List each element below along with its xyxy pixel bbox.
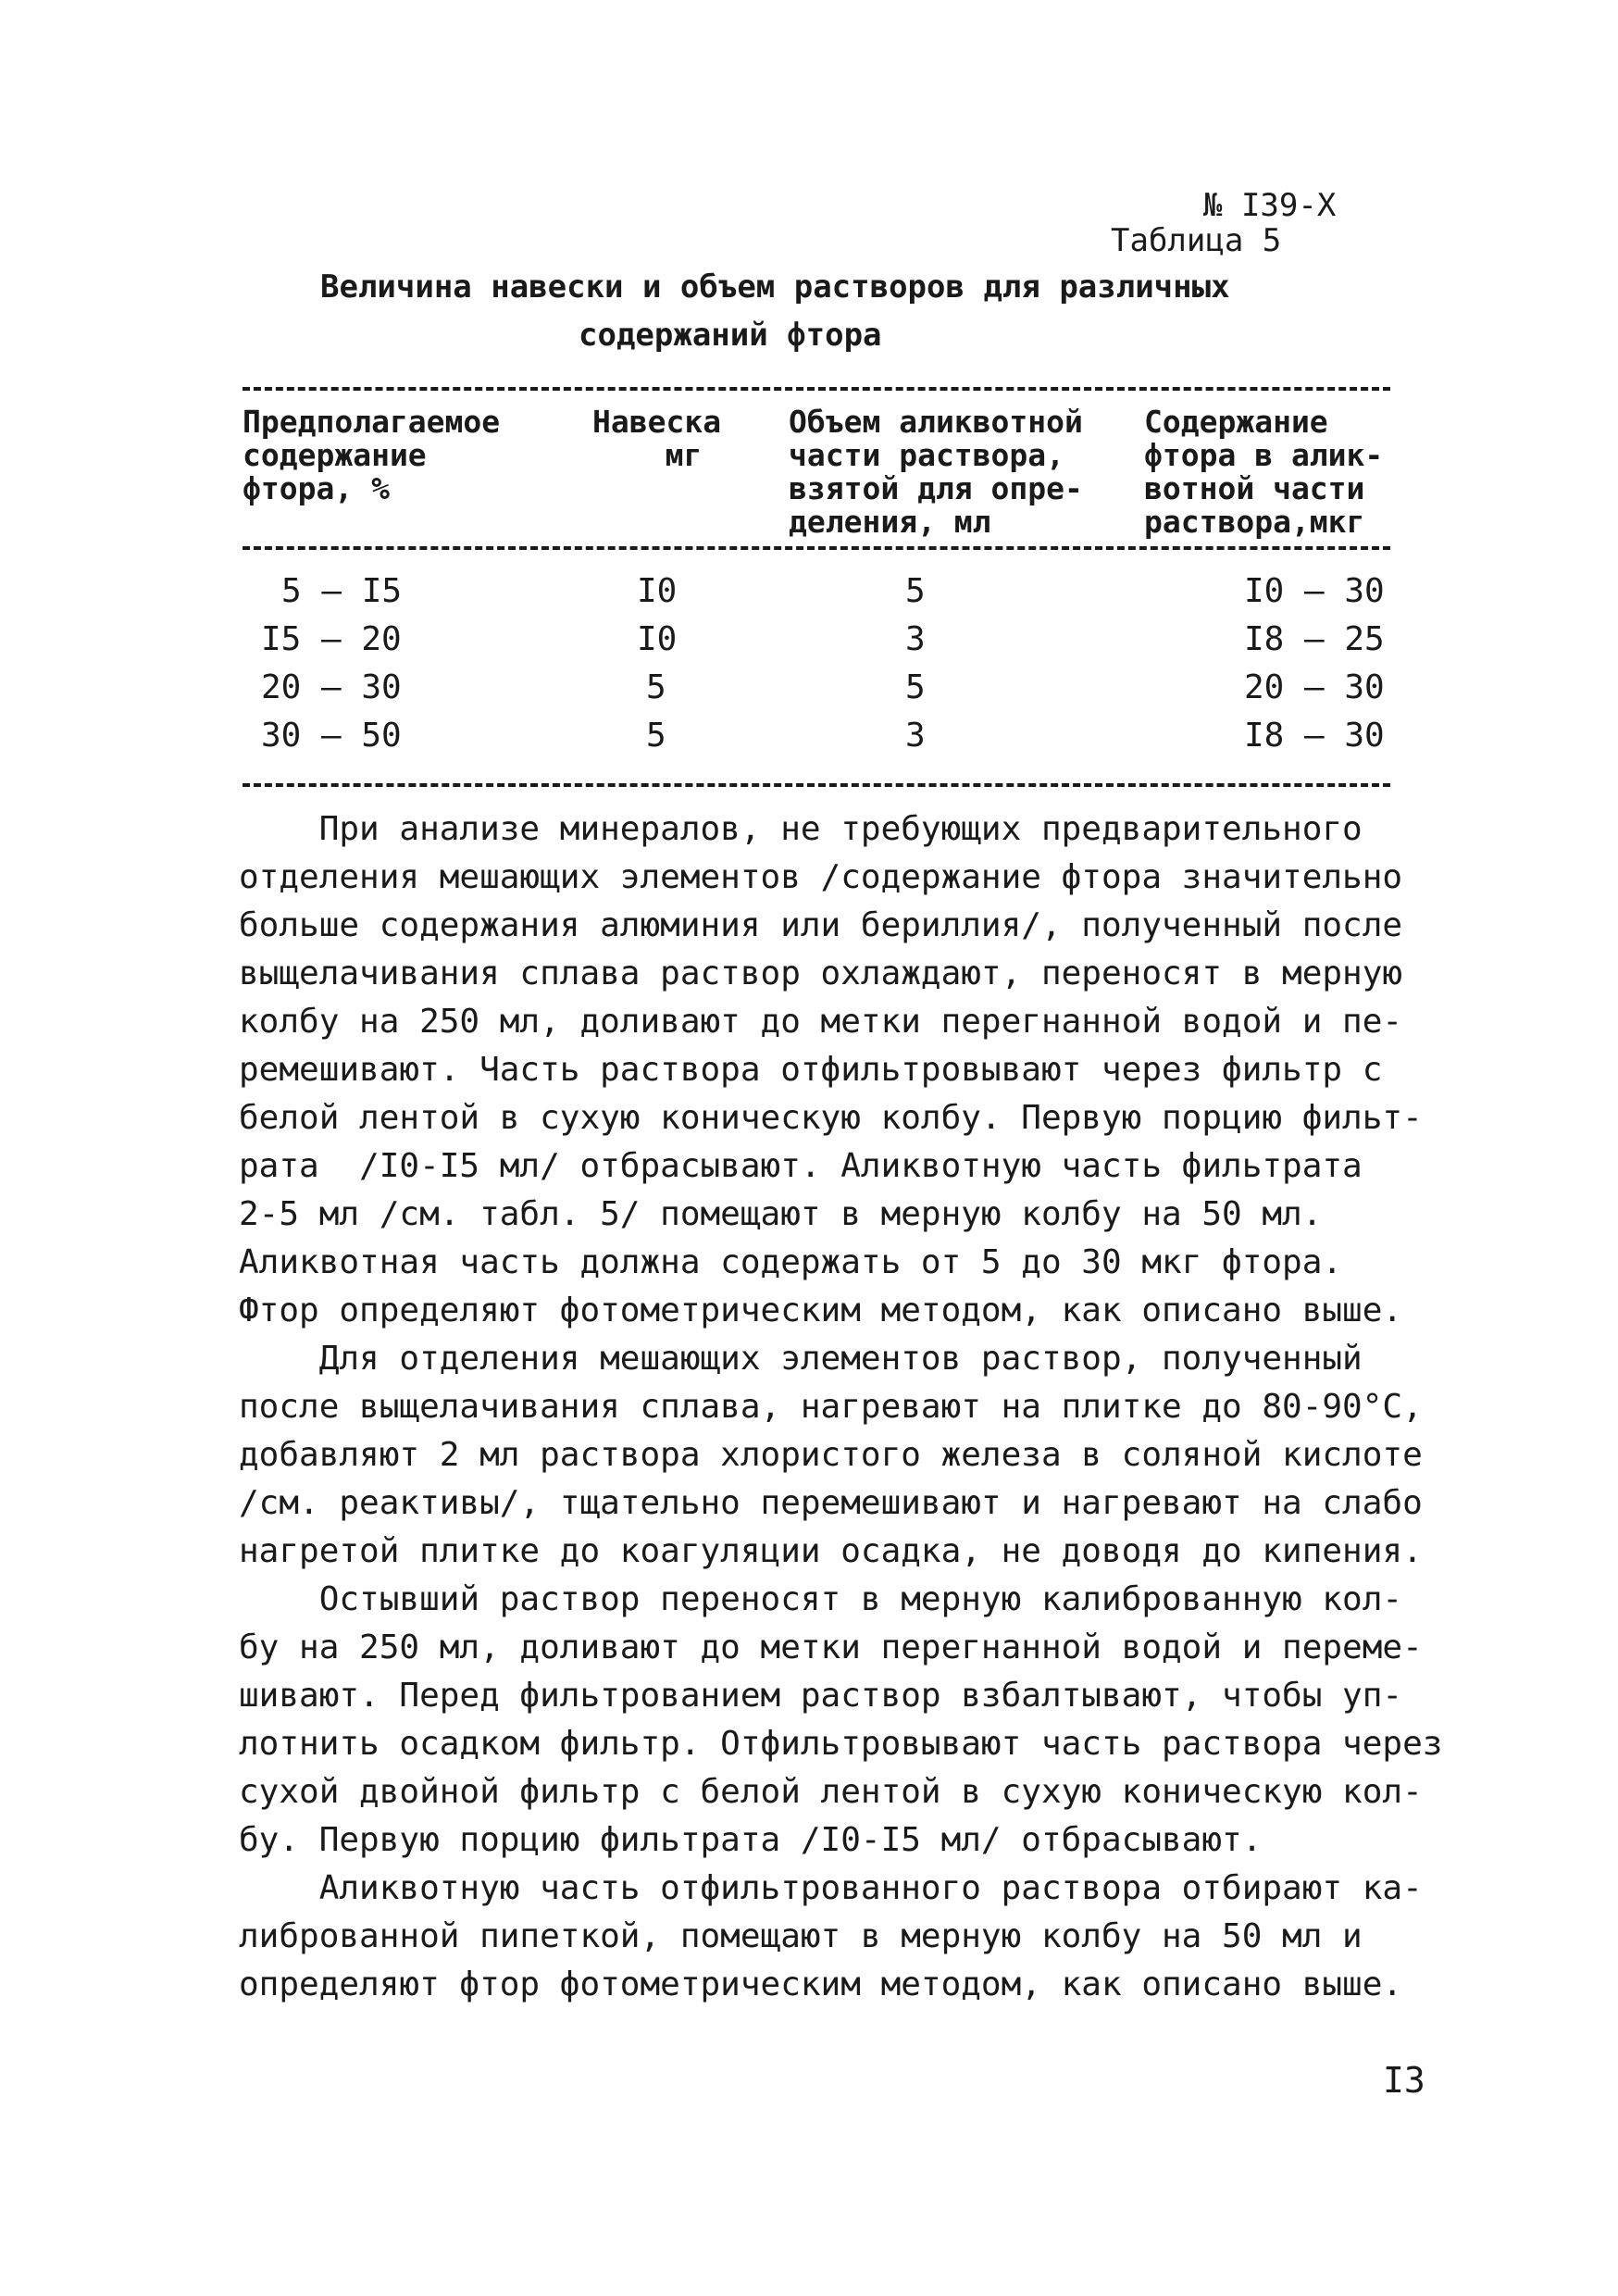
column-header-fluorine-in-aliquot: Содержание фтора в алик- вотной части раствора,мкг — [1144, 404, 1384, 540]
text-line: больше содержания алюминия или бериллия/, полученный после — [239, 906, 1403, 944]
table-cell: 5 — [905, 668, 926, 706]
table-title-continued: содержаний фтора — [579, 317, 882, 354]
column-header-fluorine-content: Предполагаемое содержание фтора, % — [243, 404, 501, 506]
text-line: рата /I0-I5 мл/ отбрасывают. Аликвотную часть фильтрата — [239, 1147, 1363, 1185]
text-line: Аликвотная часть должна содержать от 5 до 30 мкг фтора. — [239, 1243, 1343, 1281]
table-cell: I0 — [637, 572, 678, 610]
table-cell: 20 – 30 — [261, 668, 402, 706]
text-line: Для отделения мешающих элементов раствор, полученный — [239, 1340, 1363, 1378]
table-top-rule — [243, 387, 1390, 391]
table-cell: I8 – 25 — [1244, 620, 1385, 658]
text-line: бу. Первую порцию фильтрата /I0-I5 мл/ отбрасывают. — [239, 1821, 1263, 1859]
text-line: сухой двойной фильтр с белой лентой в сухую коническую кол- — [239, 1773, 1423, 1811]
table-title: Величина навески и объем растворов для различных — [320, 268, 1230, 306]
text-line: определяют фтор фотометрическим методом, как описано выше. — [239, 1965, 1403, 2003]
text-line: добавляют 2 мл раствора хлористого железа в соляной кислоте — [239, 1436, 1423, 1474]
text-line: либрованной пипеткой, помещают в мерную колбу на 50 мл и — [239, 1917, 1363, 1955]
table-cell: 5 – I5 — [281, 572, 403, 610]
table-cell: 3 — [905, 620, 926, 658]
table-cell: 5 — [905, 572, 926, 610]
column-header-weight: Навеска мг — [592, 404, 722, 473]
table-cell: 5 — [646, 717, 666, 755]
text-line: шивают. Перед фильтрованием раствор взбалтывают, чтобы уп- — [239, 1677, 1403, 1715]
table-cell: I8 – 30 — [1244, 717, 1385, 755]
text-line: нагретой плитке до коагуляции осадка, не доводя до кипения. — [239, 1532, 1423, 1570]
text-line: При анализе минералов, не требующих предварительного — [239, 810, 1363, 848]
document-number: № I39-X — [1203, 187, 1337, 224]
text-line: ремешивают. Часть раствора отфильтровывают через фильтр с — [239, 1051, 1383, 1089]
table-label: Таблица 5 — [1111, 222, 1282, 259]
table-header-rule — [243, 546, 1390, 550]
table-cell: 5 — [646, 668, 666, 706]
column-header-aliquot-volume: Объем аликвотной части раствора, взятой для опре- деления, мл — [789, 404, 1083, 540]
text-line: лотнить осадком фильтр. Отфильтровывают часть раствора через — [239, 1725, 1443, 1763]
table-cell: I0 — [637, 620, 678, 658]
table-cell: I5 – 20 — [261, 620, 402, 658]
text-line: отделения мешающих элементов /содержание фтора значительно — [239, 858, 1403, 896]
text-line: колбу на 250 мл, доливают до метки перегнанной водой и пе- — [239, 1003, 1403, 1041]
body-text — [239, 805, 1443, 2009]
page-number: I3 — [1383, 2060, 1425, 2101]
table-bottom-rule — [243, 783, 1390, 787]
text-line: Аликвотную часть отфильтрованного раствора отбирают ка- — [239, 1869, 1423, 1907]
table-cell: 30 – 50 — [261, 717, 402, 755]
text-line: Фтор определяют фотометрическим методом, как описано выше. — [239, 1292, 1403, 1329]
text-line: 2-5 мл /см. табл. 5/ помещают в мерную колбу на 50 мл. — [239, 1195, 1323, 1233]
text-line: белой лентой в сухую коническую колбу. Первую порцию фильт- — [239, 1099, 1423, 1137]
text-line: после выщелачивания сплава, нагревают на плитке до 80-90°С, — [239, 1388, 1423, 1426]
text-line: выщелачивания сплава раствор охлаждают, переносят в мерную — [239, 955, 1403, 992]
text-line: Остывший раствор переносят в мерную калиброванную кол- — [239, 1580, 1403, 1618]
table-cell: 20 – 30 — [1244, 668, 1385, 706]
text-line: /см. реактивы/, тщательно перемешивают и нагревают на слабо — [239, 1484, 1423, 1522]
table-cell: 3 — [905, 717, 926, 755]
text-line: бу на 250 мл, доливают до метки перегнанной водой и переме- — [239, 1628, 1423, 1666]
table-cell: I0 – 30 — [1244, 572, 1385, 610]
